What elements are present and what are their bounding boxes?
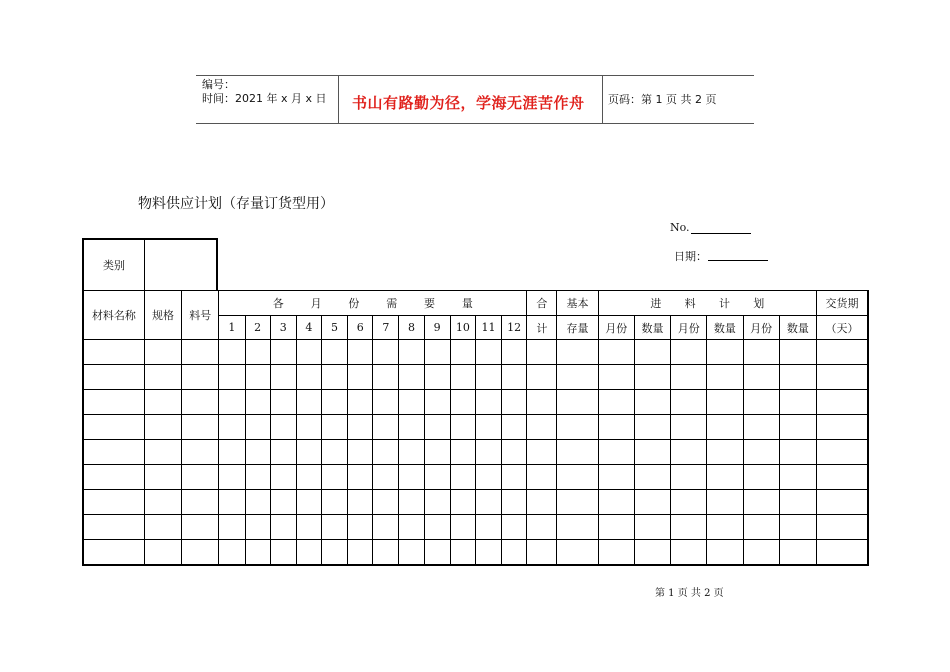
table-cell[interactable]: [219, 415, 245, 440]
table-cell[interactable]: [245, 490, 270, 515]
table-cell[interactable]: [502, 465, 527, 490]
table-cell[interactable]: [321, 465, 347, 490]
table-cell[interactable]: [450, 415, 475, 440]
table-cell[interactable]: [348, 390, 373, 415]
table-cell[interactable]: [373, 340, 399, 365]
table-row: [83, 515, 868, 540]
table-cell[interactable]: [502, 490, 527, 515]
header-divider-2: [602, 76, 603, 123]
table-cell[interactable]: [527, 390, 557, 415]
table-cell[interactable]: [475, 540, 501, 565]
table-cell[interactable]: [245, 515, 270, 540]
table-cell[interactable]: [296, 515, 321, 540]
table-cell[interactable]: [557, 390, 598, 415]
header-char: 量: [461, 297, 473, 310]
table-row: [83, 390, 868, 415]
col-header-purchase-plan: [598, 291, 816, 316]
table-cell[interactable]: [634, 440, 670, 465]
category-box: [82, 238, 218, 290]
table-cell[interactable]: [743, 490, 779, 515]
table-cell[interactable]: [182, 340, 219, 365]
table-cell[interactable]: [296, 340, 321, 365]
table-cell[interactable]: [144, 390, 181, 415]
table-cell[interactable]: [634, 390, 670, 415]
table-cell[interactable]: [321, 340, 347, 365]
table-cell[interactable]: [144, 365, 181, 390]
table-cell[interactable]: [527, 415, 557, 440]
table-cell[interactable]: [424, 390, 450, 415]
table-cell[interactable]: [634, 515, 670, 540]
table-cell[interactable]: [817, 340, 868, 365]
table-cell[interactable]: [450, 490, 475, 515]
table-cell[interactable]: [779, 465, 816, 490]
table-cell[interactable]: [182, 415, 219, 440]
table-cell[interactable]: [527, 465, 557, 490]
table-cell[interactable]: [270, 515, 296, 540]
table-cell[interactable]: [83, 440, 144, 465]
table-cell[interactable]: [83, 365, 144, 390]
table-cell[interactable]: [296, 415, 321, 440]
table-row: [83, 415, 868, 440]
table-cell[interactable]: [182, 540, 219, 565]
table-cell[interactable]: [707, 415, 743, 440]
page-info: 页码：第 1 页 共 2 页: [608, 93, 717, 106]
table-cell[interactable]: [182, 440, 219, 465]
table-cell[interactable]: [557, 540, 598, 565]
table-cell[interactable]: [219, 465, 245, 490]
table-cell[interactable]: [450, 340, 475, 365]
table-cell[interactable]: [817, 365, 868, 390]
table-cell[interactable]: [817, 540, 868, 565]
table-cell[interactable]: [399, 365, 424, 390]
table-cell[interactable]: [424, 340, 450, 365]
month-header: 9: [424, 316, 450, 340]
month-header: 2: [245, 316, 270, 340]
table-cell[interactable]: [475, 515, 501, 540]
table-cell[interactable]: [817, 515, 868, 540]
motto-text: 书山有路勤为径，学海无涯苦作舟: [352, 94, 585, 112]
table-cell[interactable]: [671, 415, 707, 440]
table-cell[interactable]: [743, 390, 779, 415]
table-cell[interactable]: [83, 490, 144, 515]
table-cell[interactable]: [671, 365, 707, 390]
table-cell[interactable]: [424, 365, 450, 390]
header-char: 各: [272, 297, 284, 310]
table-cell[interactable]: [270, 365, 296, 390]
col-header-delivery-bottom: （天）: [817, 316, 868, 340]
col-header-delivery-top: 交货期: [817, 291, 868, 316]
table-cell[interactable]: [424, 490, 450, 515]
table-cell[interactable]: [598, 515, 634, 540]
table-cell[interactable]: [817, 415, 868, 440]
table-cell[interactable]: [527, 540, 557, 565]
supply-plan-table: [82, 290, 869, 566]
table-cell[interactable]: [144, 490, 181, 515]
table-cell[interactable]: [707, 390, 743, 415]
table-cell[interactable]: [817, 390, 868, 415]
table-cell[interactable]: [598, 540, 634, 565]
table-cell[interactable]: [245, 415, 270, 440]
table-cell[interactable]: [450, 440, 475, 465]
table-cell[interactable]: [450, 390, 475, 415]
purchase-sub-header: 月份: [598, 316, 634, 340]
table-row: [83, 540, 868, 565]
table-cell[interactable]: [527, 440, 557, 465]
purchase-sub-header: 数量: [779, 316, 816, 340]
table-cell[interactable]: [399, 465, 424, 490]
table-cell[interactable]: [348, 440, 373, 465]
header-bottom-rule: [196, 123, 754, 124]
table-cell[interactable]: [671, 490, 707, 515]
header-char: 份: [348, 297, 360, 310]
table-cell[interactable]: [348, 415, 373, 440]
month-header: 3: [270, 316, 296, 340]
table-cell[interactable]: [182, 515, 219, 540]
table-cell[interactable]: [399, 490, 424, 515]
table-cell[interactable]: [634, 490, 670, 515]
table-cell[interactable]: [502, 515, 527, 540]
col-header-monthly-need: [219, 291, 527, 316]
table-cell[interactable]: [219, 540, 245, 565]
table-cell[interactable]: [296, 465, 321, 490]
month-header: 4: [296, 316, 321, 340]
month-header: 7: [373, 316, 399, 340]
table-cell[interactable]: [399, 415, 424, 440]
table-cell[interactable]: [321, 415, 347, 440]
table-cell[interactable]: [450, 540, 475, 565]
col-header-spec: 规格: [144, 291, 181, 340]
table-cell[interactable]: [296, 390, 321, 415]
table-cell[interactable]: [399, 515, 424, 540]
table-cell[interactable]: [779, 540, 816, 565]
table-cell[interactable]: [245, 440, 270, 465]
table-cell[interactable]: [502, 440, 527, 465]
table-cell[interactable]: [144, 515, 181, 540]
table-cell[interactable]: [399, 440, 424, 465]
table-cell[interactable]: [424, 540, 450, 565]
table-cell[interactable]: [557, 515, 598, 540]
table-cell[interactable]: [817, 440, 868, 465]
footer-page-number: 第 1 页 共 2 页: [655, 588, 724, 599]
table-cell[interactable]: [475, 415, 501, 440]
table-cell[interactable]: [527, 490, 557, 515]
table-cell[interactable]: [779, 390, 816, 415]
table-cell[interactable]: [557, 340, 598, 365]
col-header-material-name: 材料名称: [83, 291, 144, 340]
month-header: 10: [450, 316, 475, 340]
no-field[interactable]: [691, 233, 751, 234]
table-cell[interactable]: [817, 490, 868, 515]
table-cell[interactable]: [779, 440, 816, 465]
table-cell[interactable]: [598, 490, 634, 515]
table-cell[interactable]: [450, 365, 475, 390]
table-cell[interactable]: [373, 415, 399, 440]
table-cell[interactable]: [707, 540, 743, 565]
table-cell[interactable]: [219, 390, 245, 415]
table-cell[interactable]: [219, 340, 245, 365]
table-cell[interactable]: [270, 490, 296, 515]
table-cell[interactable]: [245, 465, 270, 490]
table-cell[interactable]: [296, 365, 321, 390]
purchase-sub-header: 数量: [634, 316, 670, 340]
month-header: 11: [475, 316, 501, 340]
table-cell[interactable]: [219, 365, 245, 390]
table-row: [83, 440, 868, 465]
month-header: 8: [399, 316, 424, 340]
date-field[interactable]: [708, 260, 768, 261]
document-number-label: 编号：: [202, 78, 235, 91]
table-cell[interactable]: [502, 415, 527, 440]
table-cell[interactable]: [671, 440, 707, 465]
table-cell[interactable]: [707, 465, 743, 490]
table-cell[interactable]: [475, 440, 501, 465]
table-cell[interactable]: [743, 440, 779, 465]
header-char: 进: [650, 297, 662, 310]
category-divider: [144, 240, 145, 290]
table-cell[interactable]: [450, 465, 475, 490]
header-char: 计: [718, 297, 730, 310]
table-cell[interactable]: [399, 340, 424, 365]
purchase-sub-header: 数量: [707, 316, 743, 340]
table-cell[interactable]: [348, 365, 373, 390]
table-cell[interactable]: [245, 365, 270, 390]
table-cell[interactable]: [83, 340, 144, 365]
table-cell[interactable]: [144, 415, 181, 440]
table-cell[interactable]: [219, 440, 245, 465]
table-cell[interactable]: [296, 490, 321, 515]
table-cell[interactable]: [779, 415, 816, 440]
table-cell[interactable]: [707, 440, 743, 465]
table-cell[interactable]: [634, 365, 670, 390]
table-cell[interactable]: [270, 440, 296, 465]
table-cell[interactable]: [424, 515, 450, 540]
table-cell[interactable]: [634, 540, 670, 565]
table-cell[interactable]: [83, 465, 144, 490]
table-cell[interactable]: [245, 390, 270, 415]
table-cell[interactable]: [743, 465, 779, 490]
table-cell[interactable]: [779, 490, 816, 515]
table-cell[interactable]: [373, 540, 399, 565]
table-cell[interactable]: [475, 490, 501, 515]
table-cell[interactable]: [598, 340, 634, 365]
table-cell[interactable]: [144, 440, 181, 465]
table-cell[interactable]: [182, 365, 219, 390]
table-cell[interactable]: [83, 415, 144, 440]
table-cell[interactable]: [182, 390, 219, 415]
table-cell[interactable]: [348, 465, 373, 490]
table-cell[interactable]: [270, 465, 296, 490]
table-cell[interactable]: [502, 540, 527, 565]
table-cell[interactable]: [671, 340, 707, 365]
table-cell[interactable]: [557, 465, 598, 490]
header-char: 料: [684, 297, 696, 310]
table-cell[interactable]: [502, 365, 527, 390]
table-cell[interactable]: [270, 415, 296, 440]
table-cell[interactable]: [743, 340, 779, 365]
table-cell[interactable]: [634, 340, 670, 365]
table-cell[interactable]: [743, 365, 779, 390]
table-cell[interactable]: [475, 390, 501, 415]
purchase-sub-header: 月份: [671, 316, 707, 340]
table-cell[interactable]: [270, 340, 296, 365]
table-row: [83, 340, 868, 365]
table-cell[interactable]: [502, 390, 527, 415]
table-row: [83, 490, 868, 515]
category-label: 类别: [103, 259, 125, 272]
no-label: No.: [670, 221, 690, 234]
table-cell[interactable]: [557, 365, 598, 390]
table-cell[interactable]: [707, 340, 743, 365]
col-header-total-top: 合: [527, 291, 557, 316]
header-char: 要: [424, 297, 435, 310]
table-cell[interactable]: [671, 515, 707, 540]
col-header-item-no: 料号: [182, 291, 219, 340]
table-cell[interactable]: [707, 490, 743, 515]
table-cell[interactable]: [296, 440, 321, 465]
table-cell[interactable]: [598, 365, 634, 390]
table-cell[interactable]: [182, 490, 219, 515]
table-cell[interactable]: [671, 540, 707, 565]
table-cell[interactable]: [557, 490, 598, 515]
table-cell[interactable]: [779, 365, 816, 390]
page-title: 物料供应计划（存量订货型用）: [138, 196, 334, 212]
table-cell[interactable]: [348, 490, 373, 515]
header-char: 需: [386, 297, 398, 310]
table-cell[interactable]: [144, 465, 181, 490]
table-cell[interactable]: [399, 390, 424, 415]
month-header: 1: [219, 316, 245, 340]
table-cell[interactable]: [634, 415, 670, 440]
table-cell[interactable]: [296, 540, 321, 565]
table-cell[interactable]: [348, 540, 373, 565]
table-cell[interactable]: [527, 340, 557, 365]
table-cell[interactable]: [270, 390, 296, 415]
table-cell[interactable]: [707, 515, 743, 540]
table-cell[interactable]: [743, 415, 779, 440]
table-cell[interactable]: [450, 515, 475, 540]
table-cell[interactable]: [373, 515, 399, 540]
table-cell[interactable]: [219, 515, 245, 540]
table-cell[interactable]: [321, 390, 347, 415]
table-cell[interactable]: [779, 515, 816, 540]
date-label: 日期：: [674, 250, 707, 263]
table-cell[interactable]: [144, 540, 181, 565]
table-row: [83, 465, 868, 490]
document-time-label: 时间：2021 年 x 月 x 日: [202, 92, 327, 105]
table-cell[interactable]: [598, 465, 634, 490]
table-cell[interactable]: [557, 440, 598, 465]
table-cell[interactable]: [348, 340, 373, 365]
table-cell[interactable]: [634, 465, 670, 490]
table-cell[interactable]: [321, 365, 347, 390]
purchase-sub-header: 月份: [743, 316, 779, 340]
table-cell[interactable]: [321, 515, 347, 540]
header-char: 划: [753, 297, 765, 310]
table-cell[interactable]: [779, 340, 816, 365]
month-header: 6: [348, 316, 373, 340]
table-cell[interactable]: [743, 515, 779, 540]
table-cell[interactable]: [373, 390, 399, 415]
col-header-base-bottom: 存量: [557, 316, 598, 340]
table-cell[interactable]: [671, 465, 707, 490]
table-cell[interactable]: [707, 365, 743, 390]
table-cell[interactable]: [817, 465, 868, 490]
month-header: 12: [502, 316, 527, 340]
table-cell[interactable]: [424, 465, 450, 490]
table-cell[interactable]: [83, 390, 144, 415]
table-cell[interactable]: [527, 515, 557, 540]
table-cell[interactable]: [475, 465, 501, 490]
header-top-rule: [196, 75, 754, 76]
table-cell[interactable]: [245, 540, 270, 565]
month-header: 5: [321, 316, 347, 340]
table-cell[interactable]: [270, 540, 296, 565]
table-cell[interactable]: [598, 415, 634, 440]
col-header-base-top: 基本: [557, 291, 598, 316]
table-cell[interactable]: [373, 365, 399, 390]
table-cell[interactable]: [245, 340, 270, 365]
table-cell[interactable]: [743, 540, 779, 565]
table-cell[interactable]: [144, 340, 181, 365]
table-cell[interactable]: [598, 440, 634, 465]
table-cell[interactable]: [182, 465, 219, 490]
col-header-total-bottom: 计: [527, 316, 557, 340]
header-divider-1: [338, 76, 339, 123]
table-cell[interactable]: [321, 540, 347, 565]
table-cell[interactable]: [219, 490, 245, 515]
table-cell[interactable]: [598, 390, 634, 415]
table-cell[interactable]: [502, 340, 527, 365]
table-cell[interactable]: [348, 515, 373, 540]
table-cell[interactable]: [373, 490, 399, 515]
table-cell[interactable]: [671, 390, 707, 415]
table-cell[interactable]: [527, 365, 557, 390]
table-cell[interactable]: [475, 365, 501, 390]
header-char: 月: [310, 297, 322, 310]
table-cell[interactable]: [475, 340, 501, 365]
table-cell[interactable]: [373, 440, 399, 465]
table-cell[interactable]: [321, 490, 347, 515]
table-cell[interactable]: [424, 415, 450, 440]
table-cell[interactable]: [321, 440, 347, 465]
table-cell[interactable]: [399, 540, 424, 565]
table-cell[interactable]: [373, 465, 399, 490]
table-cell[interactable]: [83, 515, 144, 540]
table-cell[interactable]: [424, 440, 450, 465]
table-row: [83, 365, 868, 390]
table-cell[interactable]: [557, 415, 598, 440]
table-cell[interactable]: [83, 540, 144, 565]
